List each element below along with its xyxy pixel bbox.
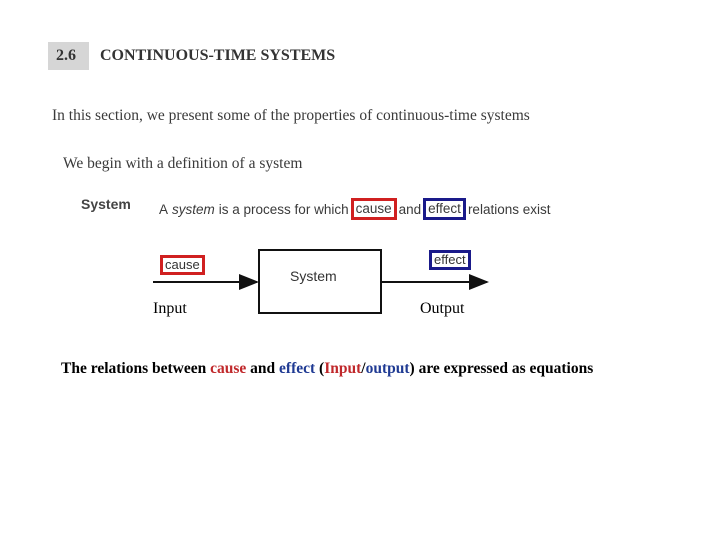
- relations-open-paren: (: [319, 360, 325, 377]
- relations-part1: The relations between: [61, 360, 207, 377]
- definition-prefix: A: [159, 201, 169, 217]
- relations-input: Input: [324, 360, 362, 377]
- relations-effect: effect: [279, 360, 316, 377]
- intro-paragraph: In this section, we present some of the properties of continuous-time systems: [52, 107, 530, 124]
- input-label: Input: [153, 300, 187, 317]
- definition-and: and: [398, 201, 422, 217]
- definition-label: System: [81, 196, 131, 212]
- relations-cause: cause: [210, 360, 247, 377]
- system-block-label: System: [290, 268, 337, 284]
- relations-close-paren: ): [409, 360, 415, 377]
- definition-cause-boxed: cause: [351, 198, 397, 220]
- definition-term: system: [172, 201, 215, 217]
- relations-and: and: [250, 360, 276, 377]
- definition-effect-boxed: effect: [423, 198, 466, 220]
- diagram-cause-label: cause: [160, 255, 205, 275]
- relations-sentence: [61, 360, 593, 378]
- relations-slash: /: [361, 360, 366, 377]
- begin-paragraph: We begin with a definition of a system: [63, 155, 303, 172]
- section-title: CONTINUOUS-TIME SYSTEMS: [100, 47, 336, 64]
- relations-part2: are expressed as equations: [418, 360, 594, 377]
- definition-suffix: relations exist: [467, 201, 551, 217]
- definition-middle: is a process for which: [218, 201, 349, 217]
- relations-output: output: [365, 360, 410, 377]
- output-label: Output: [420, 300, 465, 317]
- diagram-effect-label: effect: [429, 250, 471, 270]
- section-number: 2.6: [56, 47, 76, 64]
